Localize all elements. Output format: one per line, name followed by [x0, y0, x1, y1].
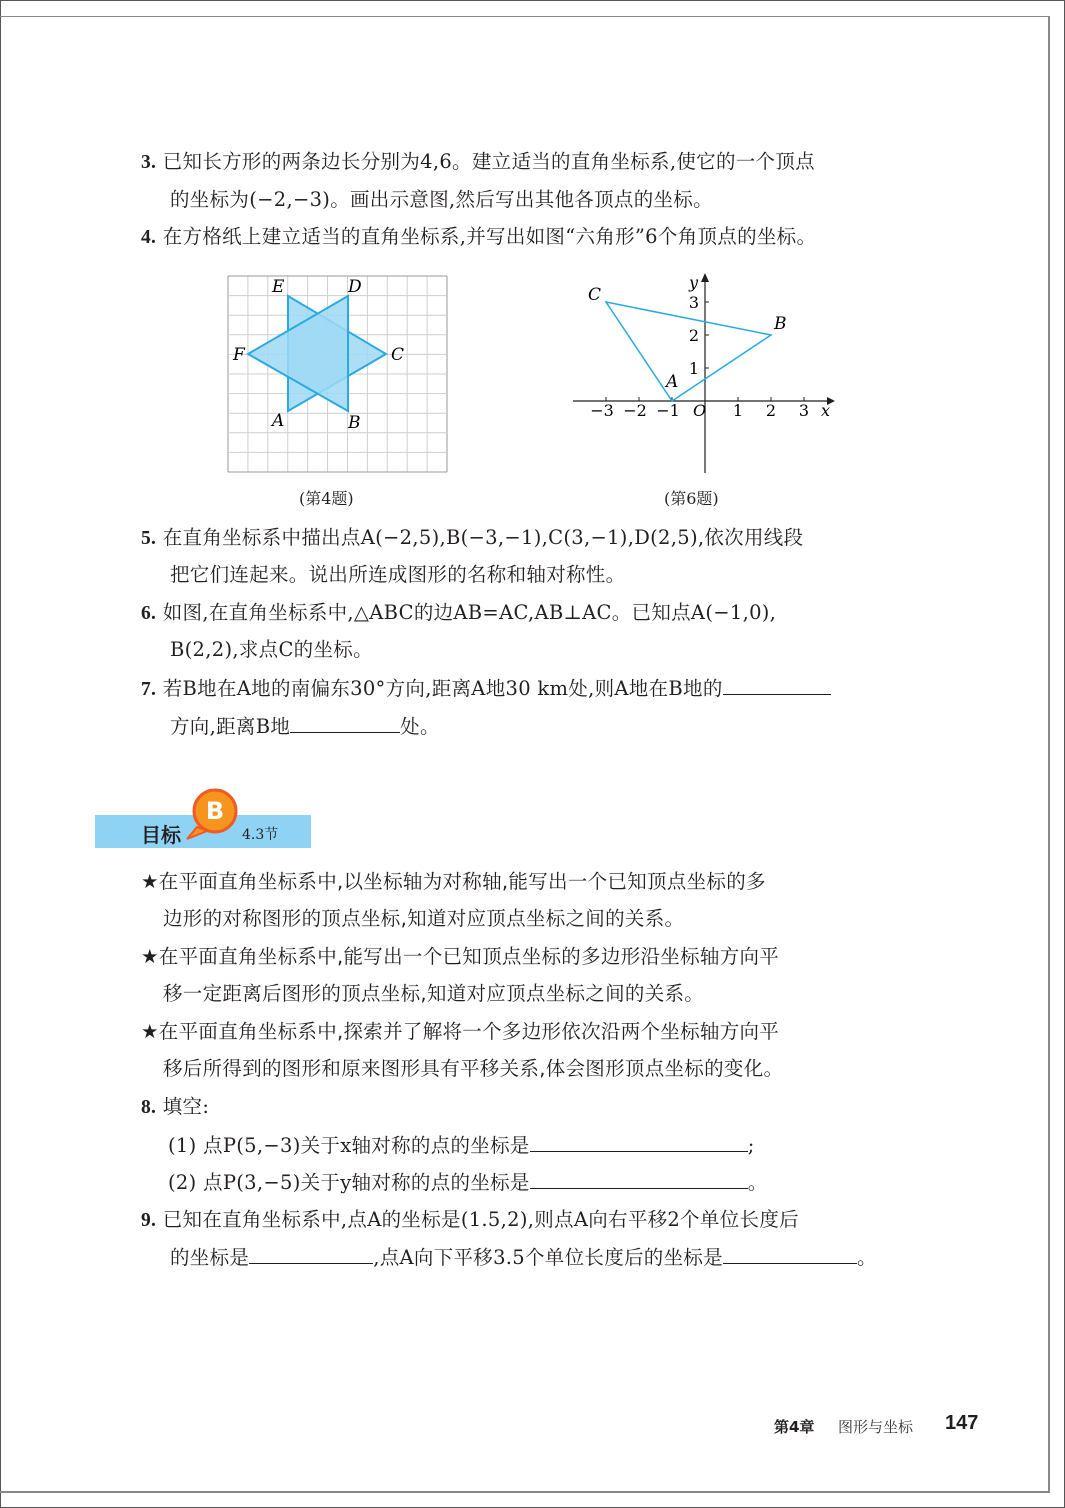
answer-blank[interactable]	[530, 1133, 748, 1152]
problem-8-sub-1	[168, 1133, 755, 1158]
problem-number: 5.	[141, 528, 157, 549]
y-axis-arrow-icon	[701, 273, 709, 282]
answer-blank[interactable]	[723, 1245, 857, 1264]
problem-3	[141, 150, 815, 175]
problem-number: 9.	[141, 1210, 157, 1231]
vertex-label-c: C	[391, 345, 405, 365]
x-tick-label: −2	[623, 401, 647, 420]
punctuation: 。	[747, 1171, 768, 1194]
x-tick-label: 2	[765, 401, 777, 420]
goal-item	[141, 870, 766, 894]
page-edge-bottom	[0, 1491, 1050, 1493]
star-icon: ★	[141, 1020, 159, 1043]
y-tick-label: 3	[688, 293, 699, 312]
point-label-b: B	[774, 314, 787, 334]
goal-item-line-2: 移后所得到的图形和原来图形具有平移关系,体会图形顶点坐标的变化。	[163, 1057, 784, 1080]
goal-item	[141, 945, 779, 969]
goal-text: 在平面直角坐标系中,以坐标轴为对称轴,能写出一个已知顶点坐标的多	[158, 870, 766, 893]
x-axis-label: x	[821, 401, 831, 420]
problem-7-line-2	[170, 714, 440, 739]
problem-8-sub-2	[168, 1170, 768, 1195]
vertex-label-a: A	[272, 411, 285, 431]
vertex-label-f: F	[233, 345, 245, 365]
problem-4	[141, 225, 816, 250]
problem-7	[141, 676, 831, 702]
problem-number: 7.	[141, 679, 157, 700]
goal-item-line-2: 移一定距离后图形的顶点坐标,知道对应顶点坐标之间的关系。	[163, 982, 705, 1005]
footer-chapter-title: 图形与坐标	[838, 1418, 914, 1436]
y-axis-label: y	[689, 273, 699, 292]
problem-5-line-2: 把它们连起来。说出所连成图形的名称和轴对称性。	[170, 563, 626, 586]
problem-number: 6.	[141, 603, 157, 624]
goal-text: 在平面直角坐标系中,探索并了解将一个多边形依次沿两个坐标轴方向平	[158, 1020, 780, 1043]
problem-text: 填空:	[162, 1095, 210, 1118]
problem-text: ,点A向下平移3.5个单位长度后的坐标是	[373, 1246, 723, 1269]
problem-text: 在直角坐标系中描出点A(−2,5),B(−3,−1),C(3,−1),D(2,5),依次用线段	[162, 526, 804, 549]
goals-title: 目标	[141, 823, 181, 847]
origin-label: O	[693, 401, 707, 420]
y-tick-label: 1	[688, 359, 699, 378]
badge-letter: B	[205, 797, 225, 825]
level-b-badge-icon	[185, 787, 245, 843]
vertex-label-e: E	[272, 277, 285, 297]
x-tick-label: −3	[590, 401, 614, 420]
figure-4-hexagram	[220, 268, 460, 483]
figure-4-caption: (第4题)	[299, 489, 354, 508]
problem-text: 已知长方形的两条边长分别为4,6。建立适当的直角坐标系,使它的一个顶点	[162, 150, 815, 173]
problem-6-line-2: B(2,2),求点C的坐标。	[170, 638, 373, 661]
triangle-abc	[606, 302, 771, 401]
problem-9-line-2	[170, 1245, 877, 1270]
problem-text: 处。	[400, 715, 440, 738]
footer-chapter: 第4章	[774, 1418, 815, 1436]
problem-8	[141, 1095, 209, 1120]
problem-text: 的坐标是	[170, 1246, 250, 1269]
figure-6-coordinate-plane	[565, 268, 850, 483]
problem-text: (2) 点P(3,−5)关于y轴对称的点的坐标是	[168, 1171, 530, 1194]
answer-blank[interactable]	[249, 1245, 373, 1264]
x-tick-label: 3	[798, 401, 810, 420]
x-tick-label: 1	[732, 401, 744, 420]
problem-3-line-2: 的坐标为(−2,−3)。画出示意图,然后写出其他各顶点的坐标。	[170, 188, 713, 211]
page-number: 147	[945, 1412, 979, 1434]
punctuation: 。	[857, 1246, 877, 1269]
point-label-c: C	[588, 285, 602, 305]
answer-blank[interactable]	[530, 1170, 748, 1189]
vertex-label-b: B	[348, 413, 361, 433]
problem-text: 方向,距离B地	[170, 715, 291, 738]
problem-6	[141, 601, 776, 626]
goal-item	[141, 1020, 779, 1044]
star-icon: ★	[141, 945, 159, 968]
figure-6-caption: (第6题)	[664, 489, 719, 508]
problem-number: 8.	[141, 1097, 157, 1118]
problem-text: 如图,在直角坐标系中,△ABC的边AB=AC,AB⊥AC。已知点A(−1,0),	[162, 601, 777, 624]
page-edge-top	[0, 16, 1049, 17]
answer-blank[interactable]	[290, 714, 400, 733]
vertex-label-d: D	[348, 277, 362, 297]
x-tick-label: −1	[656, 401, 680, 420]
goal-text: 在平面直角坐标系中,能写出一个已知顶点坐标的多边形沿坐标轴方向平	[158, 945, 780, 968]
problem-number: 3.	[141, 152, 157, 173]
page-edge-right	[1048, 16, 1050, 1492]
answer-blank[interactable]	[723, 676, 831, 695]
problem-text: 已知在直角坐标系中,点A的坐标是(1.5,2),则点A向右平移2个单位长度后	[162, 1208, 799, 1231]
problem-text: 在方格纸上建立适当的直角坐标系,并写出如图“六角形”6个角顶点的坐标。	[162, 225, 817, 248]
problem-5	[141, 526, 803, 551]
problem-text: 若B地在A地的南偏东30°方向,距离A地30 km处,则A地在B地的	[162, 677, 723, 700]
goals-section-ref: 4.3节	[242, 827, 279, 843]
star-icon: ★	[141, 870, 159, 893]
goal-item-line-2: 边形的对称图形的顶点坐标,知道对应顶点坐标之间的关系。	[163, 907, 685, 930]
punctuation: ;	[747, 1134, 755, 1157]
problem-number: 4.	[141, 227, 157, 248]
y-tick-label: 2	[688, 326, 699, 345]
problem-9	[141, 1208, 799, 1233]
problem-text: (1) 点P(5,−3)关于x轴对称的点的坐标是	[168, 1134, 530, 1157]
point-label-a: A	[666, 372, 679, 392]
